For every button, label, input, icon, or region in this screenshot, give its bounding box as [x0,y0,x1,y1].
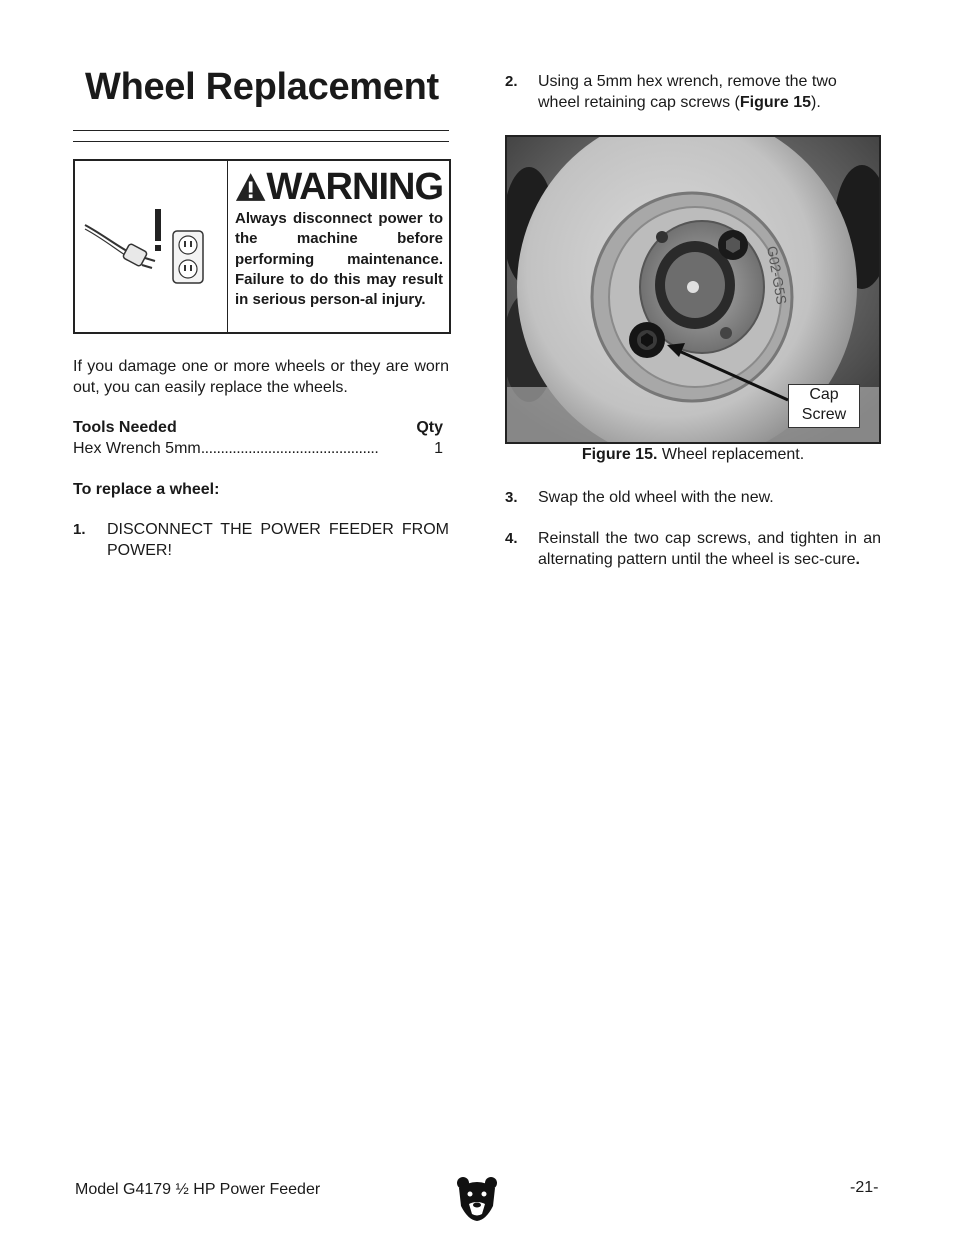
warning-box [73,159,451,334]
step-2-figure-ref: Figure 15 [739,94,812,111]
unplug-icon [75,161,227,332]
step-4-text [538,528,881,570]
figure-caption [505,446,881,464]
tools-row [73,438,443,459]
step-4-text-body: Reinstall the two cap screws, and tighten in an alternating pattern until the wheel is sec-cure [538,530,881,568]
figure-15 [505,135,881,444]
tools-item: Hex Wrench 5mm [73,440,201,457]
step-1-text: DISCONNECT THE POWER FEEDER FROM POWER! [107,521,449,559]
step-3-text: Swap the old wheel with the new. [538,489,774,506]
figure-caption-label: Figure 15. [581,446,658,463]
warning-heading-text: WARNING [266,166,443,208]
tools-header-qty: Qty [416,419,443,436]
tools-table [73,417,443,459]
warning-heading [235,165,443,209]
step-1-number: 1. [73,521,86,538]
step-2-text [538,71,881,113]
step-1 [73,519,449,561]
bear-logo [456,1176,498,1227]
step-2-text-post: ). [811,94,821,111]
step-3-number: 3. [505,489,518,506]
title-rule-bottom [73,141,449,142]
callout-line-2: Screw [801,406,847,423]
cap-screw-callout [788,384,860,428]
title-rule-top [73,130,449,131]
footer-page-number: -21- [850,1179,879,1196]
step-4 [505,528,881,570]
warning-triangle-icon [235,171,266,203]
wheel-marking: G02-G5S [764,244,791,306]
footer-model: Model G4179 ½ HP Power Feeder [75,1181,321,1198]
warning-text: Always disconnect power to the machine before performing maintenance. Failure to do this may result in serious person-al injury. [235,210,443,309]
tools-header-label: Tools Needed [73,419,177,436]
step-2 [505,71,881,113]
step-4-number: 4. [505,530,518,547]
step-2-number: 2. [505,73,518,90]
page-title: Wheel Replacement [85,66,439,108]
callout-line-1: Cap [809,386,839,403]
step-4-text-end: . [855,551,860,568]
bear-head-icon [456,1176,498,1222]
tools-header-row [73,417,443,438]
tools-qty: 1 [434,440,443,457]
intro-paragraph: If you damage one or more wheels or they are worn out, you can easily replace the wheels. [73,358,449,396]
step-2-text-pre: Using a 5mm hex wrench, remove the two wheel retaining cap screws ( [538,73,837,111]
tools-dots: ............................................. [200,440,379,457]
warning-illustration [75,161,228,332]
step-3 [505,487,881,508]
figure-caption-text: Wheel replacement. [661,446,805,463]
procedure-subheading: To replace a wheel: [73,481,220,498]
